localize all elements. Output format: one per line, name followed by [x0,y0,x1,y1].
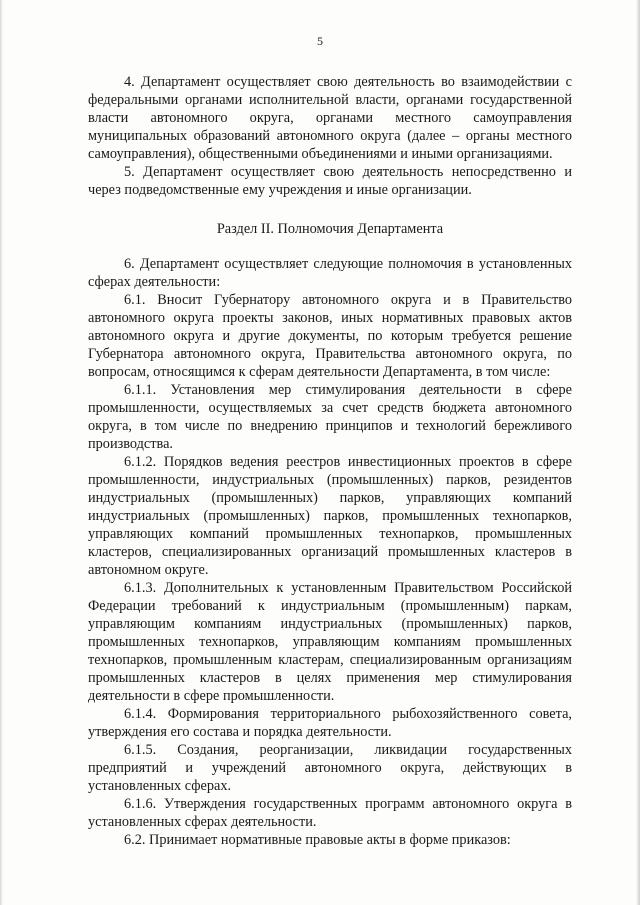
paragraph-4: 4. Департамент осуществляет свою деятельность во взаимодействии с федеральными органами исполнительной власти, органами государственной власти автономного округа, органами местного самоуправления муниципальных образований автономного округа (далее – органы местного самоуправления), общественными объединениями и иными организациями. [88,74,572,162]
paragraph-6-1-5: 6.1.5. Создания, реорганизации, ликвидации государственных предприятий и учреждений автономного округа, действующих в установленных сферах. [88,742,572,794]
paragraph-6-2: 6.2. Принимает нормативные правовые акты в форме приказов: [124,832,511,848]
document-body [88,73,572,849]
paragraph-6-1-4: 6.1.4. Формирования территориального рыбохозяйственного совета, утверждения его состава и порядка деятельности. [88,706,572,740]
paragraph-6-1-1: 6.1.1. Установления мер стимулирования деятельности в сфере промышленности, осуществляемых за счет средств бюджета автономного округа, в том числе по внедрению принципов и технологий бережливого производства. [88,382,572,452]
paragraph-5: 5. Департамент осуществляет свою деятельность непосредственно и через подведомственные ему учреждения и иные организации. [88,164,572,198]
paragraph-6-1-6: 6.1.6. Утверждения государственных программ автономного округа в установленных сферах деятельности. [88,796,572,830]
scan-edge-left [0,0,3,905]
paragraph-6-1-3: 6.1.3. Дополнительных к установленным Правительством Российской Федерации требований к индустриальным (промышленным) паркам, управляющим компаниям индустриальных (промышленных) парков, промышленных технопарков, управляющим компаниям промышленных технопарков, промышленным кластерам, специализированным организациям промышленных кластеров в целях применения мер стимулирования деятельности в сфере промышленности. [88,580,572,704]
scan-edge-right [636,0,640,905]
page-number: 5 [317,34,323,48]
paragraph-6: 6. Департамент осуществляет следующие полномочия в установленных сферах деятельности: [88,256,572,290]
paragraph-6-1-2: 6.1.2. Порядков ведения реестров инвестиционных проектов в сфере промышленности, индустриальных (промышленных) парков, резидентов индустриальных (промышленных) парков, управляющих компаний индустриальных (промышленных) парков, промышленных технопарков, управляющих компаний промышленных технопарков, промышленных кластеров, специализированных организаций промышленных кластеров в автономном округе. [88,454,572,578]
section-heading: Раздел II. Полномочия Департамента [216,221,444,237]
paragraph-6-1: 6.1. Вносит Губернатору автономного округа и в Правительство автономного округа проекты законов, иных нормативных правовых актов автономного округа и другие документы, по которым требуется решение Губернатора автономного округа, Правительства автономного округа, по вопросам, относящимся к сферам деятельности Департамента, в том числе: [88,292,572,380]
